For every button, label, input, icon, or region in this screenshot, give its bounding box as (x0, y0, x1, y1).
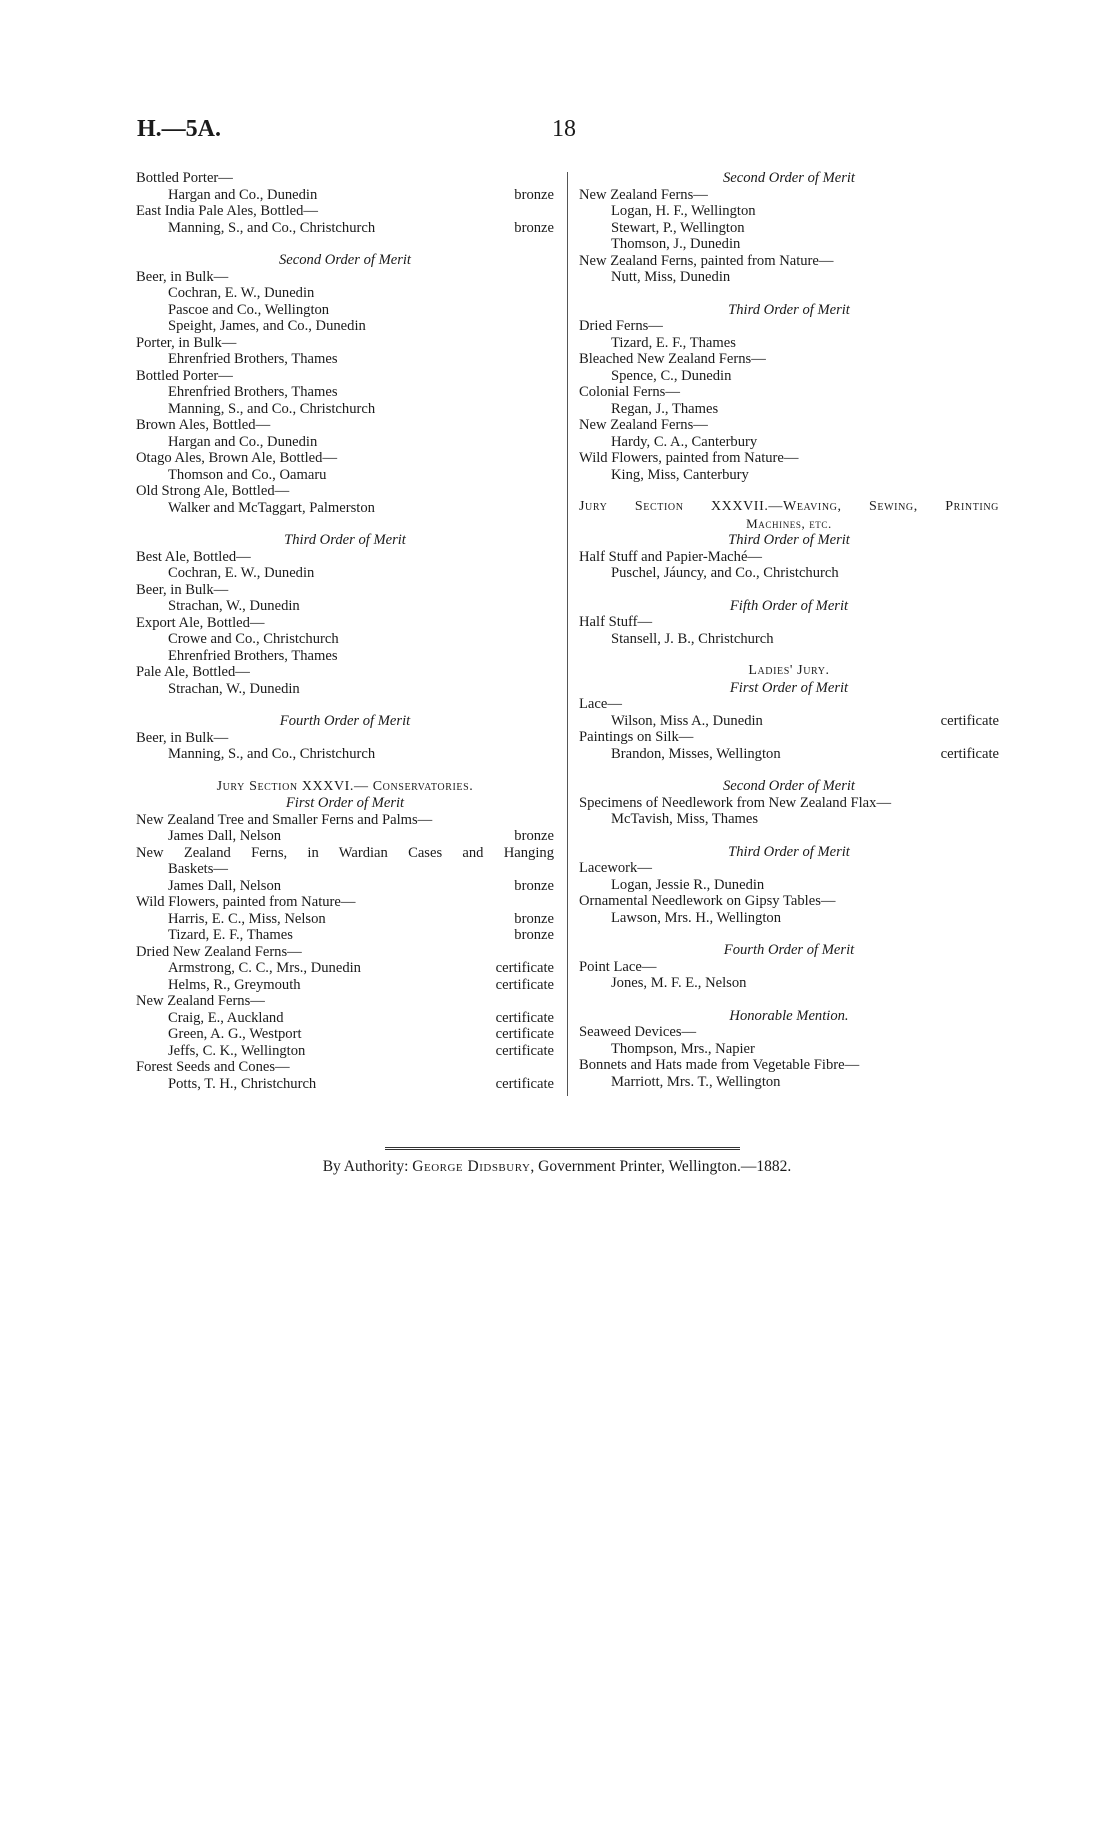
exhibitor-entry: Crowe and Co., Christchurch (168, 631, 339, 647)
exhibitor-entry (136, 1010, 554, 1027)
exhibitor-entry (136, 1076, 554, 1093)
exhibitor-entry (579, 713, 999, 730)
order-of-merit-heading: First Order of Merit (285, 795, 405, 811)
exhibitor-entry: Stewart, P., Wellington (611, 219, 745, 236)
exhibit-category: Half Stuff— (579, 614, 653, 630)
order-of-merit-heading: Honorable Mention. (729, 1007, 849, 1024)
order-of-merit-heading: Third Order of Merit (728, 301, 850, 318)
award-type: certificate (495, 976, 554, 993)
exhibitor-entry (136, 960, 554, 977)
exhibitor-entry: Ehrenfried Brothers, Thames (168, 351, 338, 367)
order-of-merit-heading: Second Order of Merit (723, 778, 855, 794)
exhibitor-entry: Speight, James, and Co., Dunedin (168, 318, 366, 334)
order-of-merit-heading: Third Order of Merit (728, 532, 850, 548)
exhibitor-entry: Thomson, J., Dunedin (611, 236, 741, 252)
exhibit-category: Forest Seeds and Cones— (136, 1059, 290, 1075)
exhibit-category: Lacework— (579, 860, 652, 876)
exhibitor-name: Manning, S., and Co., Christchurch (168, 219, 376, 236)
order-of-merit-heading: Third Order of Merit (284, 532, 406, 548)
exhibitor-name: Hargan and Co., Dunedin (168, 186, 318, 203)
exhibit-category: Wild Flowers, painted from Nature— (579, 450, 799, 466)
exhibit-category: New Zealand Ferns— (136, 993, 265, 1009)
exhibit-category: Best Ale, Bottled— (136, 548, 251, 565)
award-type: certificate (495, 1026, 554, 1042)
exhibitor-entry: Thomson and Co., Oamaru (168, 466, 327, 483)
exhibit-category-continued: Baskets— (168, 861, 228, 877)
imprint-printer: George Didsbury (412, 1158, 531, 1175)
award-type: bronze (514, 828, 554, 844)
order-of-merit-heading: Third Order of Merit (728, 843, 850, 860)
order-of-merit-heading: Fourth Order of Merit (723, 942, 855, 958)
award-type: certificate (495, 960, 554, 976)
order-of-merit-heading: Fourth Order of Merit (279, 713, 411, 729)
award-type: certificate (495, 1009, 554, 1026)
exhibitor-entry: Nutt, Miss, Dunedin (611, 269, 731, 285)
exhibit-category: New Zealand Ferns— (579, 186, 708, 203)
column-divider (567, 172, 568, 1096)
exhibit-category: Paintings on Silk— (579, 729, 694, 745)
footer-rule (385, 1147, 740, 1150)
exhibit-category: Porter, in Bulk— (136, 334, 237, 351)
award-type: bronze (514, 219, 554, 236)
exhibitor-entry: Tizard, E. F., Thames (611, 334, 736, 351)
exhibitor-entry: Stansell, J. B., Christchurch (611, 630, 774, 647)
exhibitor-name: Wilson, Miss A., Dunedin (611, 712, 763, 729)
exhibitor-name: Helms, R., Greymouth (168, 976, 301, 993)
exhibit-category: Bonnets and Hats made from Vegetable Fibre— (579, 1057, 860, 1073)
exhibitor-entry: Thompson, Mrs., Napier (611, 1040, 755, 1057)
exhibitor-name: Tizard, E. F., Thames (168, 927, 293, 943)
exhibit-category: Lace— (579, 696, 622, 712)
exhibitor-entry: Ehrenfried Brothers, Thames (168, 647, 338, 664)
exhibitor-name: Jeffs, C. K., Wellington (168, 1042, 306, 1059)
jury-section-title: Jury Section XXXVII.—Weaving, Sewing, Printing (579, 499, 999, 514)
exhibitor-entry: Logan, H. F., Wellington (611, 203, 756, 219)
exhibit-category: Export Ale, Bottled— (136, 614, 265, 631)
order-of-merit-heading: Fifth Order of Merit (729, 597, 849, 614)
award-type: bronze (514, 877, 554, 894)
exhibitor-entry: Marriott, Mrs. T., Wellington (611, 1073, 781, 1090)
imprint-prefix: By Authority: (322, 1158, 413, 1175)
exhibitor-entry: Lawson, Mrs. H., Wellington (611, 909, 782, 926)
exhibit-category: Otago Ales, Brown Ale, Bottled— (136, 450, 338, 466)
exhibit-category: Beer, in Bulk— (136, 268, 229, 285)
exhibit-category: Seaweed Devices— (579, 1024, 697, 1040)
exhibitor-entry (136, 828, 554, 845)
award-type: bronze (514, 927, 554, 943)
exhibitor-entry: Hargan and Co., Dunedin (168, 433, 318, 450)
right-column (579, 170, 999, 1090)
award-type: certificate (940, 745, 999, 762)
exhibitor-entry: Logan, Jessie R., Dunedin (611, 876, 765, 893)
order-of-merit-heading: Second Order of Merit (279, 252, 411, 268)
exhibitor-entry: Puschel, Jáuncy, and Co., Christchurch (611, 565, 839, 581)
award-type: bronze (514, 186, 554, 203)
exhibit-category: Specimens of Needlework from New Zealand Flax— (579, 794, 892, 811)
exhibit-category: Bottled Porter— (136, 367, 233, 384)
exhibitor-entry (136, 220, 554, 237)
award-type: certificate (495, 1042, 554, 1059)
exhibit-category: Bleached New Zealand Ferns— (579, 351, 766, 367)
exhibitor-name: Potts, T. H., Christchurch (168, 1075, 317, 1092)
exhibitor-name: Craig, E., Auckland (168, 1009, 284, 1026)
page-number: 18 (552, 116, 576, 142)
exhibitor-entry: McTavish, Miss, Thames (611, 811, 759, 827)
exhibitor-entry: Regan, J., Thames (611, 400, 719, 417)
exhibitor-entry: Jones, M. F. E., Nelson (611, 975, 747, 991)
exhibitor-entry (136, 911, 554, 928)
exhibitor-entry (136, 1043, 554, 1060)
award-type: bronze (514, 910, 554, 927)
exhibitor-entry: Pascoe and Co., Wellington (168, 301, 330, 318)
exhibitor-name: James Dall, Nelson (168, 828, 282, 844)
exhibit-category: New Zealand Tree and Smaller Ferns and Palms— (136, 811, 433, 828)
exhibitor-entry (136, 187, 554, 204)
award-type: certificate (940, 712, 999, 729)
exhibit-category: New Zealand Ferns, painted from Nature— (579, 252, 834, 269)
exhibit-category: Colonial Ferns— (579, 384, 680, 400)
exhibit-category: Beer, in Bulk— (136, 581, 229, 598)
exhibitor-entry (136, 878, 554, 895)
exhibitor-entry: Strachan, W., Dunedin (168, 680, 300, 697)
exhibit-category: New Zealand Ferns— (579, 417, 708, 433)
exhibitor-name: Green, A. G., Westport (168, 1026, 302, 1042)
exhibit-category: Dried Ferns— (579, 318, 663, 334)
jury-section-title: Jury Section XXXVI.— Conservatories. (216, 778, 474, 794)
order-of-merit-heading: First Order of Merit (729, 679, 849, 696)
exhibitor-name: Harris, E. C., Miss, Nelson (168, 910, 326, 927)
left-column (136, 170, 554, 1092)
jury-section-title: Ladies' Jury. (748, 663, 830, 678)
exhibitor-entry: Cochran, E. W., Dunedin (168, 565, 315, 581)
exhibitor-name: Armstrong, C. C., Mrs., Dunedin (168, 960, 361, 976)
exhibit-category: Point Lace— (579, 958, 657, 975)
exhibit-category: Pale Ale, Bottled— (136, 664, 250, 680)
exhibit-category: Dried New Zealand Ferns— (136, 943, 302, 960)
exhibit-category: East India Pale Ales, Bottled— (136, 203, 318, 219)
exhibitor-entry (136, 1026, 554, 1043)
exhibitor-entry (579, 746, 999, 763)
exhibitor-entry: Spence, C., Dunedin (611, 367, 732, 384)
exhibitor-entry: King, Miss, Canterbury (611, 466, 749, 483)
exhibitor-entry (136, 977, 554, 994)
exhibit-category: New Zealand Ferns, in Wardian Cases and Hanging (136, 844, 554, 861)
imprint-suffix: , Government Printer, Wellington.—1882. (530, 1158, 792, 1175)
exhibitor-entry: Cochran, E. W., Dunedin (168, 285, 315, 301)
exhibitor-name: James Dall, Nelson (168, 877, 282, 894)
imprint-footer (0, 1158, 1114, 1176)
exhibitor-entry: Hardy, C. A., Canterbury (611, 433, 758, 450)
jury-section-subtitle: Machines, etc. (746, 515, 832, 531)
exhibitor-entry: Strachan, W., Dunedin (168, 598, 300, 614)
exhibitor-entry: Walker and McTaggart, Palmerston (168, 499, 375, 516)
exhibit-category: Brown Ales, Bottled— (136, 417, 271, 433)
exhibit-category: Old Strong Ale, Bottled— (136, 483, 290, 499)
document-reference: H.—5A. (137, 116, 221, 142)
exhibit-category: Wild Flowers, painted from Nature— (136, 894, 356, 910)
exhibitor-entry: Manning, S., and Co., Christchurch (168, 746, 376, 762)
exhibit-category: Beer, in Bulk— (136, 729, 229, 746)
exhibitor-entry: Ehrenfried Brothers, Thames (168, 384, 338, 400)
exhibit-category: Ornamental Needlework on Gipsy Tables— (579, 893, 836, 909)
exhibitor-entry (136, 927, 554, 944)
award-type: certificate (495, 1075, 554, 1092)
exhibitor-entry: Manning, S., and Co., Christchurch (168, 400, 376, 417)
exhibit-category: Bottled Porter— (136, 170, 233, 186)
exhibitor-name: Brandon, Misses, Wellington (611, 745, 781, 762)
exhibit-category: Half Stuff and Papier-Maché— (579, 548, 763, 565)
order-of-merit-heading: Second Order of Merit (723, 170, 855, 186)
